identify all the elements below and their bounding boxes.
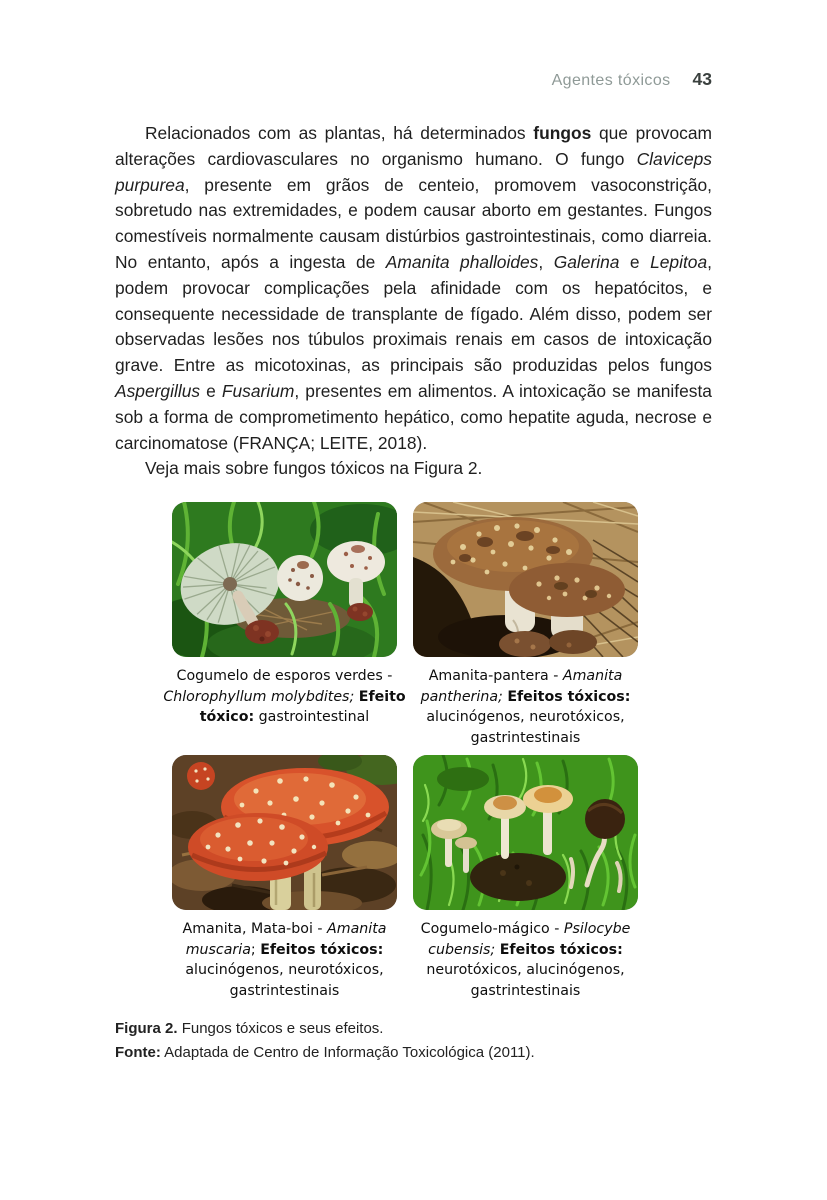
running-head-title: Agentes tóxicos bbox=[551, 72, 671, 89]
paragraph-see-figure: Veja mais sobre fungos tóxicos na Figura 2. bbox=[145, 458, 483, 479]
photo-caption-pantherina: Amanita-pantera - Amanita pantherina; Efeitos tóxicos: alucinógenos, neurotóxicos, gastrintestinais bbox=[420, 668, 631, 746]
running-head bbox=[552, 69, 712, 90]
photo-chlorophyllum-molybdites bbox=[172, 502, 397, 657]
figure-source bbox=[115, 1041, 712, 1065]
figure-cell-chlorophyllum bbox=[163, 502, 406, 748]
figure-source-text: Adaptada de Centro de Informação Toxicológica (2011). bbox=[164, 1043, 535, 1061]
photo-amanita-pantherina bbox=[413, 502, 638, 657]
paragraph-fungi-toxicity: Relacionados com as plantas, há determinados fungos que provocam alterações cardiovasculares no organismo humano. O fungo Claviceps purpurea, presente em grãos de centeio, promovem vasoconstrição, sobretudo nas extremidades, e podem causar aborto em gestantes. Fungos comestíveis normalmente causam distúrbios gastrointestinais, como diarreia. No entanto, após a ingesta de Amanita phalloides, Galerina e Lepitoa, podem provocar complicações pela afinidade com os hepatócitos, e consequente necessidade de transplante de fígado. Além disso, podem ser observadas lesões nos túbulos proximais renais em casos de intoxicação grave. Entre as micotoxinas, as principais são produzidas pelos fungos Aspergillus e Fusarium, presentes em alimentos. A intoxicação se manifesta sob a forma de comprometimento hepático, como hepatite aguda, necrose e carcinomatose (FRANÇA; LEITE, 2018). bbox=[115, 123, 712, 453]
photo-psilocybe-cubensis bbox=[413, 755, 638, 910]
figure-cell-cubensis bbox=[413, 755, 638, 1001]
page-number: 43 bbox=[692, 69, 712, 89]
figure-source-label: Fonte: bbox=[115, 1043, 161, 1061]
figure-caption-text: Fungos tóxicos e seus efeitos. bbox=[181, 1020, 384, 1037]
figure-caption bbox=[115, 1017, 712, 1041]
figure-caption-block bbox=[115, 1017, 712, 1064]
photo-caption-chlorophyllum: Cogumelo de esporos verdes - Chlorophyllum molybdites; Efeito tóxico: gastrointestinal bbox=[163, 668, 406, 725]
photo-caption-cubensis: Cogumelo-mágico - Psilocybe cubensis; Efeitos tóxicos: neurotóxicos, alucinógenos, gastrintestinais bbox=[420, 921, 631, 999]
figure-caption-label: Figura 2. bbox=[115, 1020, 178, 1037]
figure-cell-pantherina bbox=[413, 502, 638, 748]
figure-cell-muscaria bbox=[172, 755, 397, 1001]
figure-grid bbox=[163, 502, 638, 1001]
body-text bbox=[115, 121, 712, 482]
photo-amanita-muscaria bbox=[172, 755, 397, 910]
photo-caption-muscaria: Amanita, Mata-boi - Amanita muscaria; Efeitos tóxicos: alucinógenos, neurotóxicos, gastrintestinais bbox=[182, 921, 387, 999]
figure-2 bbox=[163, 502, 638, 1001]
